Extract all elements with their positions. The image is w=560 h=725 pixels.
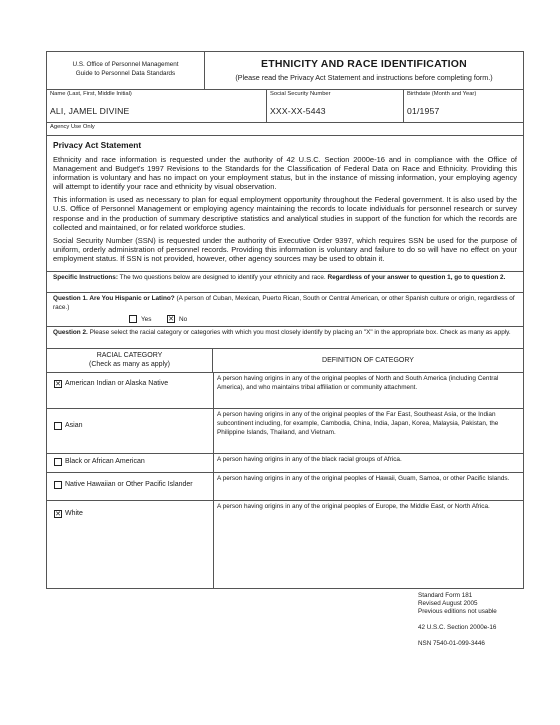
instructions-bold: Regardless of your answer to question 1, go to question 2. (327, 274, 506, 281)
agency-name: U.S. Office of Personnel Management (72, 61, 179, 68)
race-identification-form (46, 51, 524, 589)
question-1-label: Question 1. Are You Hispanic or Latino? (53, 295, 175, 302)
legal-authority: 42 U.S.C. Section 2000e-16 (418, 624, 497, 632)
birthdate-cell[interactable] (404, 89, 523, 122)
instructions-text: The two questions below are designed to identify your ethnicity and race. (117, 274, 328, 281)
black-african-american-checkbox[interactable] (54, 458, 62, 466)
table-row (47, 408, 523, 454)
category-column-header (47, 349, 213, 372)
pacific-islander-checkbox[interactable] (54, 481, 62, 489)
form-footer (418, 592, 548, 648)
table-row (47, 453, 523, 473)
race-definition: A person having origins in any of the black racial groups of Africa. (217, 456, 402, 463)
asian-checkbox[interactable] (54, 422, 62, 430)
question-1-text: (A person of Cuban, Mexican, Puerto Rican, South or Central American, or other Spanish culture or origin, regardless of race.) (53, 295, 515, 311)
instructions-label: Specific Instructions: (53, 274, 118, 281)
yes-checkbox[interactable] (129, 315, 137, 323)
previous-editions-note: Previous editions not usable (418, 608, 497, 616)
privacy-paragraph-2: This information is used as necessary to plan for equal employment opportunity throughout the Federal government. It is also used by the U.S. Office of Personnel Management or employing agency maintaining the records to locate individuals for personnel research or survey response and in the production of summary descriptive statistics and analytical studies in support of the function for which the records are collected and maintained, or for related workforce studies. (53, 195, 517, 232)
race-category-label: American Indian or Alaska Native (65, 380, 169, 387)
ssn-field[interactable]: XXX-XX-5443 (270, 106, 326, 116)
privacy-paragraph-1: Ethnicity and race information is requested under the authority of 42 U.S.C. Section 2000e-16 and in compliance with the Office of Management and Budget's 1997 Revisions to the Standards for the Classification of Federal Data on Race and Ethnicity. Providing this information is voluntary and has no impact on your employment status, but in the instance of missing information, your employing agency will attempt to identify your race and ethnicity by visual observation. (53, 155, 517, 192)
title-block (205, 52, 523, 89)
race-definition: A person having origins in any of the original peoples of North and South America (including Central America), and who maintains tribal affiliation or community attachment. (217, 375, 499, 391)
nsn-number: NSN 7540-01-099-3446 (418, 640, 485, 648)
privacy-paragraph-3: Social Security Number (SSN) is requested under the authority of Executive Order 9397, which requires SSN be used for the purpose of uniform, orderly administration of personnel records. Providing this information is voluntary and failure to do so will have no effect on your employment status. If SSN is not provided, however, other agency sources may be used to obtain it. (53, 235, 517, 263)
table-row (47, 500, 523, 588)
privacy-heading: Privacy Act Statement (53, 140, 142, 150)
birthdate-label: Birthdate (Month and Year) (407, 91, 477, 97)
yes-label: Yes (141, 316, 152, 323)
race-category-label: Asian (65, 422, 83, 429)
form-number: Standard Form 181 (418, 592, 473, 599)
question-2 (47, 327, 523, 349)
race-definition: A person having origins in any of the original peoples of the Far East, Southeast Asia, or the Indian subcontinent including, for example, Cambodia, China, India, Japan, Korea, Malaysia, Pakistan, the Philippine Islands, Thailand, and Vietnam. (217, 411, 499, 436)
identity-row (47, 89, 523, 123)
form-header (47, 52, 523, 90)
agency-guide: Guide to Personnel Data Standards (75, 70, 176, 77)
race-definition: A person having origins in any of the original peoples of Hawaii, Guam, Samoa, or other Pacific Islands. (217, 475, 510, 482)
name-field[interactable]: ALI, JAMEL DIVINE (50, 106, 130, 116)
white-checkbox[interactable] (54, 510, 62, 518)
agency-use-row (47, 122, 523, 136)
race-category-label: Black or African American (65, 458, 145, 465)
definition-column-header: DEFINITION OF CATEGORY (322, 357, 414, 364)
name-cell[interactable] (47, 89, 267, 122)
form-title: ETHNICITY AND RACE IDENTIFICATION (261, 58, 467, 70)
agency-block (47, 52, 205, 89)
revision-date: Revised August 2005 (418, 600, 478, 608)
name-label: Name (Last, First, Middle Initial) (50, 91, 132, 97)
privacy-act-section (47, 135, 523, 272)
agency-use-label: Agency Use Only (50, 124, 95, 130)
race-category-label: Native Hawaiian or Other Pacific Islander (65, 481, 193, 488)
race-category-label: White (65, 510, 83, 517)
no-label: No (179, 316, 188, 323)
ssn-cell[interactable] (267, 89, 404, 122)
category-header-title: RACIAL CATEGORY (96, 352, 163, 359)
birthdate-field[interactable]: 01/1957 (407, 106, 440, 116)
category-header-note: (Check as many as apply) (89, 360, 170, 368)
race-table-header (47, 349, 523, 373)
form-subtitle: (Please read the Privacy Act Statement and instructions before completing form.) (235, 73, 493, 82)
question-2-text: Please select the racial category or categories with which you most closely identify by placing an "X" in the appropriate box. Check as many as apply. (87, 329, 511, 336)
american-indian-checkbox[interactable] (54, 380, 62, 388)
race-definition: A person having origins in any of the original peoples of Europe, the Middle East, or North Africa. (217, 503, 490, 510)
table-row (47, 472, 523, 501)
ssn-label: Social Security Number (270, 91, 331, 97)
question-2-label: Question 2. (53, 329, 88, 336)
table-row (47, 372, 523, 409)
specific-instructions (47, 272, 523, 293)
no-checkbox[interactable] (167, 315, 175, 323)
question-1-options (47, 315, 523, 325)
question-1 (47, 293, 523, 327)
